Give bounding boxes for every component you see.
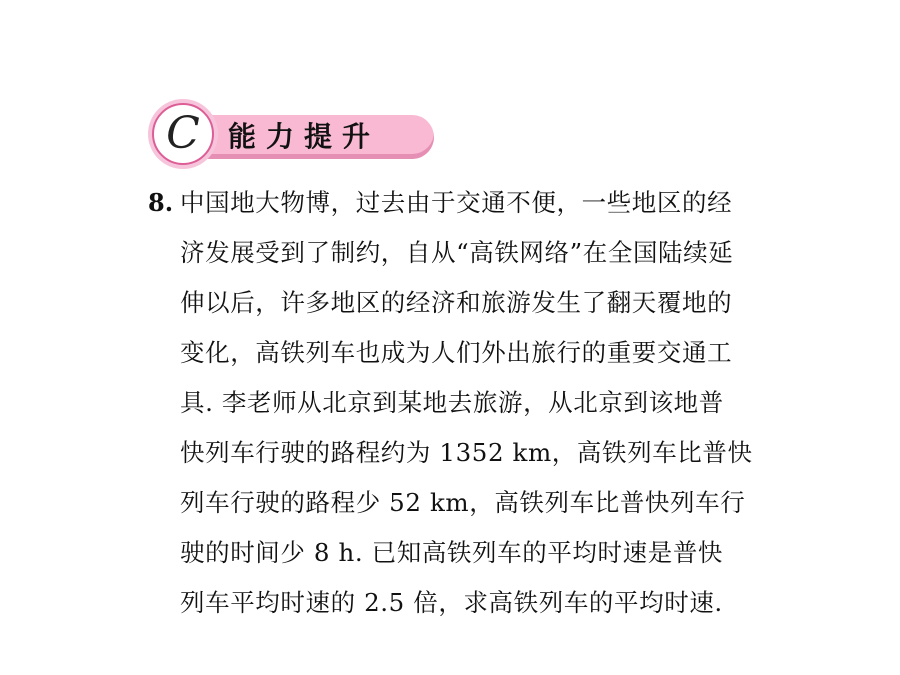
section-badge — [152, 103, 434, 169]
question-line: 具. 李老师从北京到某地去旅游，从北京到该地普 — [180, 388, 724, 417]
question-line: 伸以后，许多地区的经济和旅游发生了翻天覆地的 — [180, 288, 733, 317]
question-line: 济发展受到了制约，自从“高铁网络”在全国陆续延 — [180, 238, 734, 267]
question-text — [180, 178, 760, 628]
section-title: 能力提升 — [228, 120, 381, 153]
question-line: 中国地大物博，过去由于交通不便，一些地区的经 — [180, 188, 733, 217]
section-letter: C — [166, 108, 200, 159]
badge-circle — [152, 103, 214, 165]
question-line: 快列车行驶的路程约为 1352 km，高铁列车比普快 — [180, 438, 753, 467]
question-line: 列车平均时速的 2.5 倍，求高铁列车的平均时速. — [180, 588, 723, 617]
question-line: 驶的时间少 8 h. 已知高铁列车的平均时速是普快 — [180, 538, 724, 567]
question-line: 变化，高铁列车也成为人们外出旅行的重要交通工 — [180, 338, 733, 367]
question-line: 列车行驶的路程少 52 km，高铁列车比普快列车行 — [180, 488, 746, 517]
question-number: 8. — [148, 188, 174, 217]
